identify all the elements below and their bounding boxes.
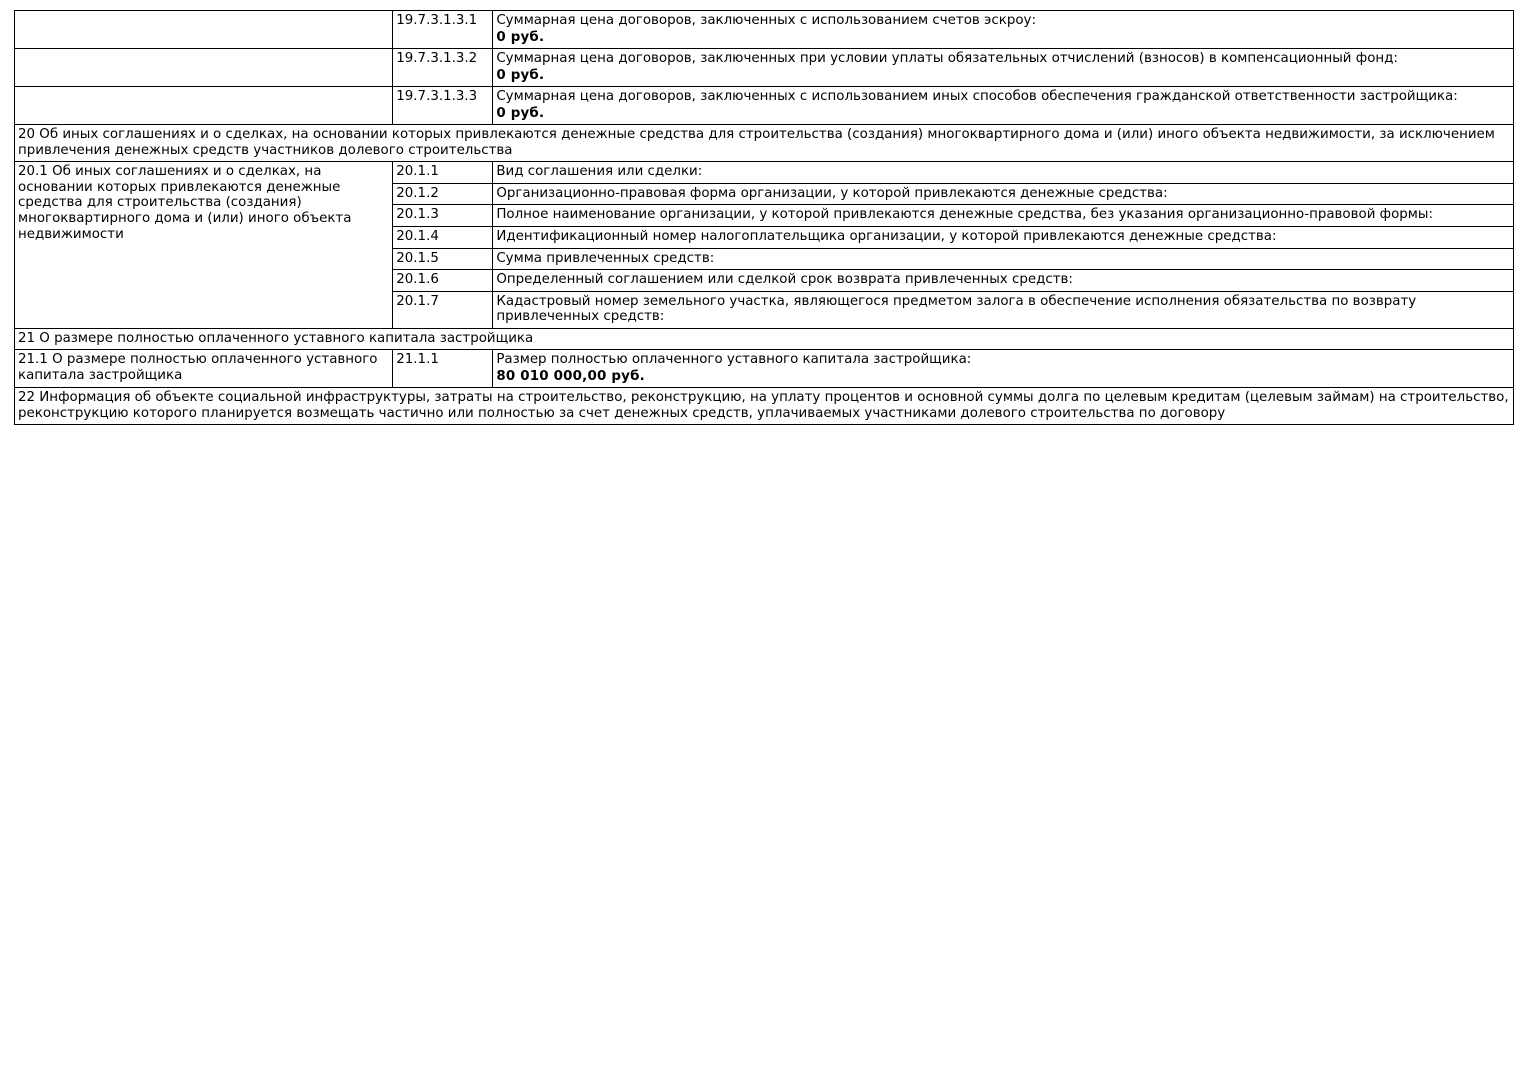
row-label-cell	[15, 11, 393, 49]
row-number-cell: 20.1.2	[393, 183, 493, 205]
field-label: Идентификационный номер налогоплательщика организации, у которой привлекаются денежные средства:	[496, 229, 1277, 245]
row-content-cell	[493, 87, 1514, 125]
row-content-cell	[493, 205, 1514, 227]
section-header-row	[15, 125, 1514, 162]
row-number-cell: 20.1.4	[393, 227, 493, 249]
row-content-cell	[493, 49, 1514, 87]
row-content-cell	[493, 270, 1514, 292]
field-label: Организационно-правовая форма организации, у которой привлекаются денежные средства:	[496, 185, 1168, 201]
row-label-cell	[15, 87, 393, 125]
row-content-cell	[493, 162, 1514, 184]
row-label-cell	[15, 49, 393, 87]
row-content-cell	[493, 11, 1514, 49]
field-value: 80 010 000,00 руб.	[496, 368, 645, 384]
row-number-cell: 20.1.1	[393, 162, 493, 184]
field-label: Вид соглашения или сделки:	[496, 164, 703, 180]
field-label: Кадастровый номер земельного участка, являющегося предметом залога в обеспечение исполнения обязательства по возврату привлеченных средств:	[496, 293, 1417, 325]
field-label: Суммарная цена договоров, заключенных с использованием счетов эскроу:	[496, 13, 1036, 28]
row-content-cell	[493, 227, 1514, 249]
row-content-cell	[493, 350, 1514, 388]
row-number-cell: 20.1.6	[393, 270, 493, 292]
row-number-cell: 19.7.3.1.3.2	[393, 49, 493, 87]
row-label-cell: 20.1 Об иных соглашениях и о сделках, на основании которых привлекаются денежные средства для строительства (создания) многоквартирного дома и (или) иного объекта недвижимости	[15, 162, 393, 328]
field-label: Размер полностью оплаченного уставного капитала застройщика:	[496, 352, 972, 368]
row-content-cell	[493, 291, 1514, 328]
field-label: Суммарная цена договоров, заключенных при условии уплаты обязательных отчислений (взносов) в компенсационный фонд:	[496, 51, 1398, 67]
row-number-cell: 19.7.3.1.3.3	[393, 87, 493, 125]
field-label: Определенный соглашением или сделкой срок возврата привлеченных средств:	[496, 272, 1073, 288]
row-number-cell: 20.1.7	[393, 291, 493, 328]
row-number-cell: 20.1.3	[393, 205, 493, 227]
row-number-cell: 19.7.3.1.3.1	[393, 11, 493, 49]
row-content-cell	[493, 248, 1514, 270]
section-22-header: 22 Информация об объекте социальной инфраструктуры, затраты на строительство, реконструкцию, на уплату процентов и основной суммы долга по целевым кредитам (целевым займам) на строительство, реконструкцию которого планируется возмещать частично или полностью за счет денежных средств, уплачиваемых участниками долевого строительства по договору	[15, 388, 1514, 425]
field-value: 0 руб.	[496, 105, 545, 121]
row-number-cell: 20.1.5	[393, 248, 493, 270]
section-21-header: 21 О размере полностью оплаченного уставного капитала застройщика	[15, 328, 1514, 350]
section-header-row	[15, 388, 1514, 425]
section-header-row	[15, 328, 1514, 350]
table-row	[15, 350, 1514, 388]
declaration-table	[14, 10, 1514, 425]
field-value: 0 руб.	[496, 67, 545, 83]
section-20-header: 20 Об иных соглашениях и о сделках, на основании которых привлекаются денежные средства для строительства (создания) многоквартирного дома и (или) иного объекта недвижимости, за исключением привлечения денежных средств участников долевого строительства	[15, 125, 1514, 162]
table-row	[15, 49, 1514, 87]
table-row	[15, 87, 1514, 125]
field-value: 0 руб.	[496, 29, 545, 45]
row-number-cell: 21.1.1	[393, 350, 493, 388]
row-content-cell	[493, 183, 1514, 205]
field-label: Полное наименование организации, у которой привлекаются денежные средства, без указания организационно-правовой формы:	[496, 207, 1433, 223]
field-label: Сумма привлеченных средств:	[496, 250, 715, 266]
table-row	[15, 11, 1514, 49]
table-row	[15, 162, 1514, 184]
field-label: Суммарная цена договоров, заключенных с использованием иных способов обеспечения гражданской ответственности застройщика:	[496, 89, 1458, 105]
row-label-cell: 21.1 О размере полностью оплаченного уставного капитала застройщика	[15, 350, 393, 388]
